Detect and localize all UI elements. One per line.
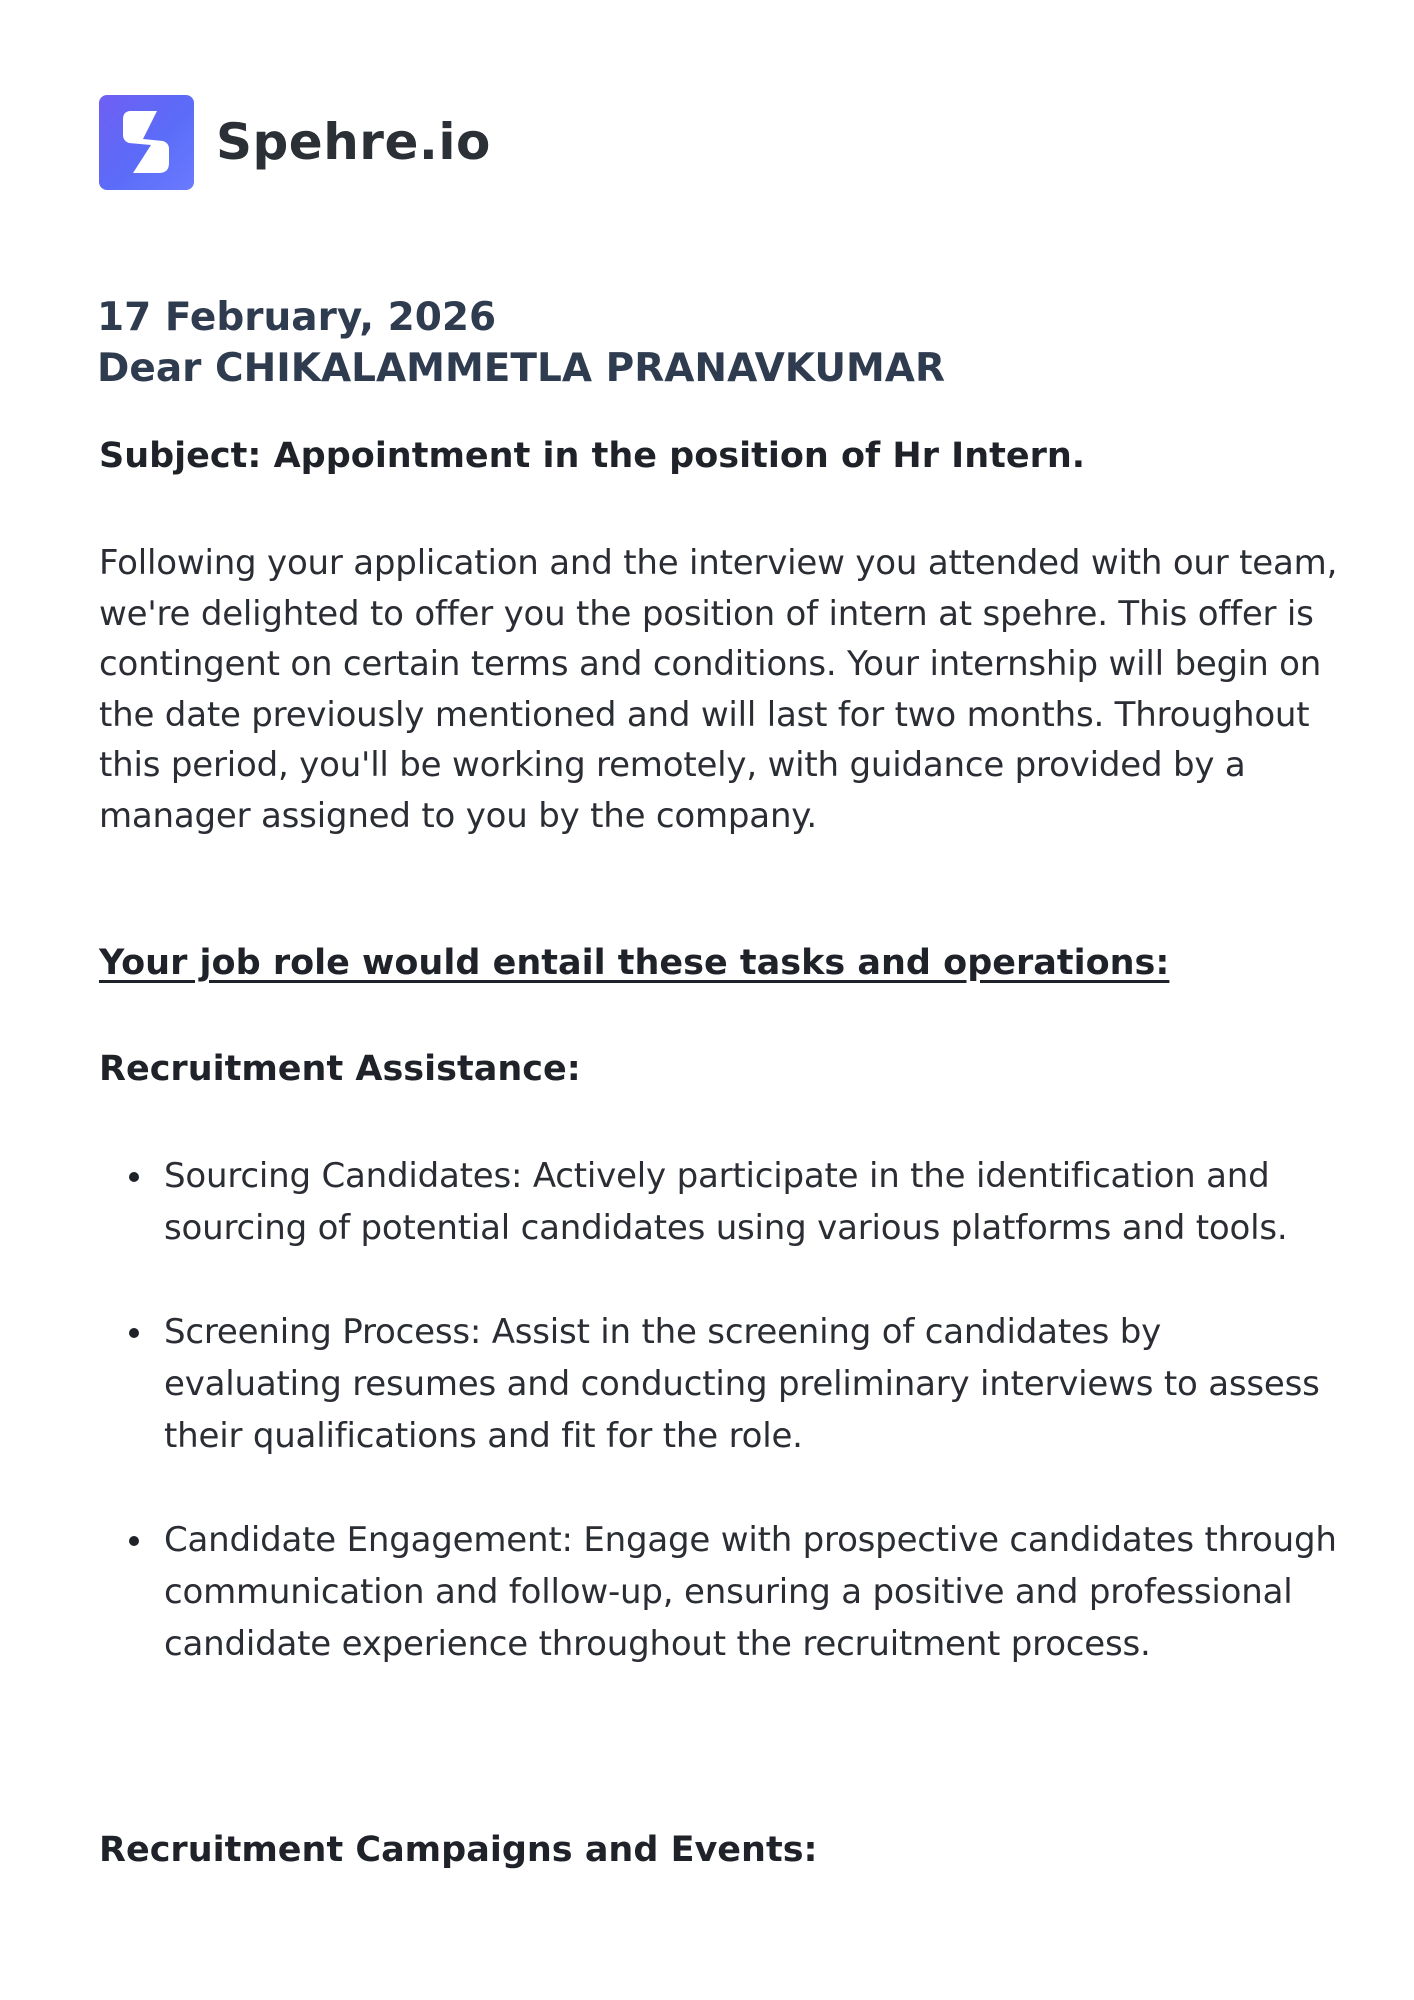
body-paragraph: Following your application and the interview you attended with our team, we're delighted to offer you the position of intern at spehre. This offer is contingent on certain terms and conditions. Your internship will begin on the date previously mentioned and will last for two months. Throughout this period, you'll be working remotely, with guidance provided by a manager assigned to you by the company.: [99, 543, 1338, 836]
s-logo-icon: [99, 95, 194, 190]
letter-date: 17 February, 2026: [97, 295, 497, 340]
salutation: Dear CHIKALAMMETLA PRANAVKUMAR: [97, 346, 946, 391]
letter-meta: [97, 292, 945, 394]
bullet-icon: [129, 1172, 139, 1182]
job-role-heading: Your job role would entail these tasks and operations:: [99, 943, 1170, 983]
list-item: [99, 1306, 1349, 1462]
letterhead: [99, 94, 491, 190]
list-item: [99, 1150, 1349, 1254]
brand-name: Spehre.io: [216, 113, 491, 171]
list-item-text: Screening Process: Assist in the screening of candidates by evaluating resumes and conducting preliminary interviews to assess their qualifications and fit for the role.: [164, 1312, 1320, 1456]
section-heading-recruitment-campaigns: Recruitment Campaigns and Events:: [99, 1830, 818, 1870]
section-heading-recruitment-assistance: Recruitment Assistance:: [99, 1049, 581, 1089]
bullet-icon: [129, 1536, 139, 1546]
recruitment-assistance-list: [99, 1150, 1349, 1722]
subject-line: Subject: Appointment in the position of Hr Intern.: [99, 436, 1086, 476]
list-item-text: Candidate Engagement: Engage with prospective candidates through communication and follow-up, ensuring a positive and professional candidate experience throughout the recruitment process.: [164, 1520, 1337, 1664]
list-item: [99, 1514, 1349, 1670]
list-item-text: Sourcing Candidates: Actively participate in the identification and sourcing of potential candidates using various platforms and tools.: [164, 1156, 1288, 1248]
bullet-icon: [129, 1328, 139, 1338]
